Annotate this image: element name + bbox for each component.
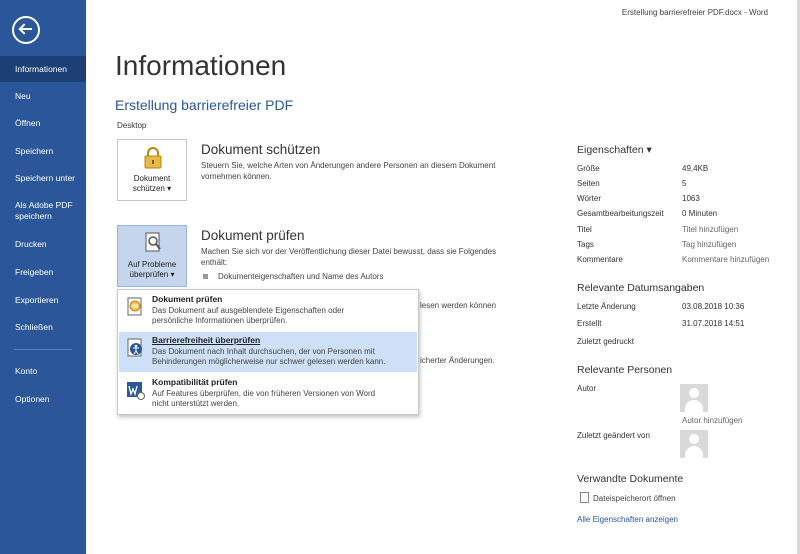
author-label: Autor [577, 384, 597, 393]
menu-item-desc: Das Dokument auf ausgeblendete Eigenschaften oder persönliche Informationen überprüfen. [152, 306, 345, 325]
menu-item-title: Kompatibilität prüfen [152, 377, 238, 387]
avatar-icon [680, 384, 708, 412]
prop-value-comments[interactable]: Kommentare hinzufügen [682, 255, 770, 264]
check-button-label: Auf Probleme überprüfen ▾ [127, 260, 177, 279]
check-partial-text-1: lesen werden können [420, 301, 497, 310]
menu-item-inspect-document[interactable] [119, 291, 417, 331]
prop-label: Gesamtbearbeitungszeit [577, 209, 664, 218]
prop-value-tags[interactable]: Tag hinzufügen [682, 240, 737, 249]
sidebar-divider [14, 349, 72, 350]
prop-label: Tags [577, 240, 594, 249]
last-modified-label: Zuletzt geändert von [577, 431, 650, 440]
prop-label: Kommentare [577, 255, 623, 264]
date-value: 31.07.2018 14:51 [682, 319, 745, 328]
protect-document-button[interactable] [117, 139, 187, 201]
avatar-icon [680, 430, 708, 458]
menu-item-desc: Auf Features überprüfen, die von früheren Versionen von Word nicht unterstützt werden. [152, 389, 376, 408]
sidebar-item-drucken[interactable]: Drucken [15, 239, 47, 249]
inspect-icon [142, 231, 164, 255]
prop-value: 0 Minuten [682, 209, 718, 218]
prop-label: Wörter [577, 194, 601, 203]
menu-item-title: Dokument prüfen [152, 294, 223, 304]
prop-value-title[interactable]: Titel hinzufügen [682, 225, 739, 234]
date-label: Letzte Änderung [577, 302, 636, 311]
prop-value: 49,4KB [682, 164, 709, 173]
check-partial-text-2: icherter Änderungen. [420, 356, 495, 365]
menu-item-desc: Das Dokument nach Inhalt durchsuchen, der von Personen mit Behinderungen möglicherweise nur schwer gelesen werden kann. [152, 347, 386, 366]
sidebar-item-informationen[interactable]: Informationen [0, 56, 86, 82]
people-title: Relevante Personen [577, 364, 673, 376]
bullet-icon [203, 274, 208, 279]
prop-value: 1063 [682, 194, 700, 203]
page-title: Informationen [115, 50, 287, 81]
document-title: Erstellung barrierefreier PDF [115, 97, 294, 113]
menu-item-check-accessibility[interactable] [119, 332, 417, 372]
check-section-desc: Machen Sie sich vor der Veröffentlichung dieser Datei bewusst, dass sie Folgendes enthält: [201, 247, 497, 267]
add-author-link[interactable]: Autor hinzufügen [682, 416, 743, 425]
compatibility-icon [124, 379, 146, 401]
prop-value: 5 [682, 179, 687, 188]
check-issues-button[interactable] [117, 225, 187, 287]
window-title: Erstellung barrierefreier PDF.docx - Word [621, 8, 768, 17]
sidebar-item-neu[interactable]: Neu [15, 91, 31, 101]
date-label: Zuletzt gedruckt [577, 337, 634, 346]
sidebar-item-speichern-unter[interactable]: Speichern unter [15, 173, 76, 183]
sidebar-item-adobe-pdf[interactable]: Als Adobe PDF speichern [15, 200, 73, 221]
related-title: Verwandte Dokumente [577, 473, 684, 485]
lock-icon [142, 146, 164, 170]
check-issues-menu [117, 289, 419, 415]
sidebar-item-speichern[interactable]: Speichern [15, 146, 54, 156]
sidebar-item-oeffnen[interactable]: Öffnen [15, 118, 41, 128]
properties-title[interactable]: Eigenschaften ▾ [577, 144, 652, 156]
sidebar-item-freigeben[interactable]: Freigeben [15, 267, 54, 277]
prop-label: Größe [577, 164, 600, 173]
dates-title: Relevante Datumsangaben [577, 282, 705, 294]
menu-item-check-compatibility[interactable] [119, 374, 417, 414]
date-label: Erstellt [577, 319, 602, 328]
all-properties-link[interactable]: Alle Eigenschaften anzeigen [577, 515, 678, 524]
check-section-title: Dokument prüfen [201, 228, 305, 243]
check-bullet-text: Dokumenteigenschaften und Name des Autors [218, 272, 384, 281]
back-arrow-icon[interactable] [12, 16, 40, 44]
sidebar-item-optionen[interactable]: Optionen [15, 394, 50, 404]
date-value: 03.08.2018 10:36 [682, 302, 745, 311]
sidebar-item-exportieren[interactable]: Exportieren [15, 295, 59, 305]
document-location[interactable]: Desktop [117, 121, 147, 130]
prop-label: Titel [577, 225, 592, 234]
open-file-location-link[interactable]: Dateispeicherort öffnen [593, 494, 676, 503]
protect-section-desc: Steuern Sie, welche Arten von Änderungen andere Personen an diesem Dokument vornehmen können. [201, 161, 496, 181]
backstage-sidebar [0, 0, 86, 554]
menu-item-title: Barrierefreiheit überprüfen [152, 335, 261, 345]
sidebar-item-konto[interactable]: Konto [15, 366, 38, 376]
sidebar-item-schliessen[interactable]: Schließen [15, 322, 53, 332]
check-document-icon [124, 296, 146, 318]
file-icon [580, 492, 589, 503]
prop-label: Seiten [577, 179, 600, 188]
protect-button-label: Dokument schützen ▾ [132, 174, 172, 193]
protect-section-title: Dokument schützen [201, 142, 321, 157]
accessibility-icon [124, 337, 146, 359]
